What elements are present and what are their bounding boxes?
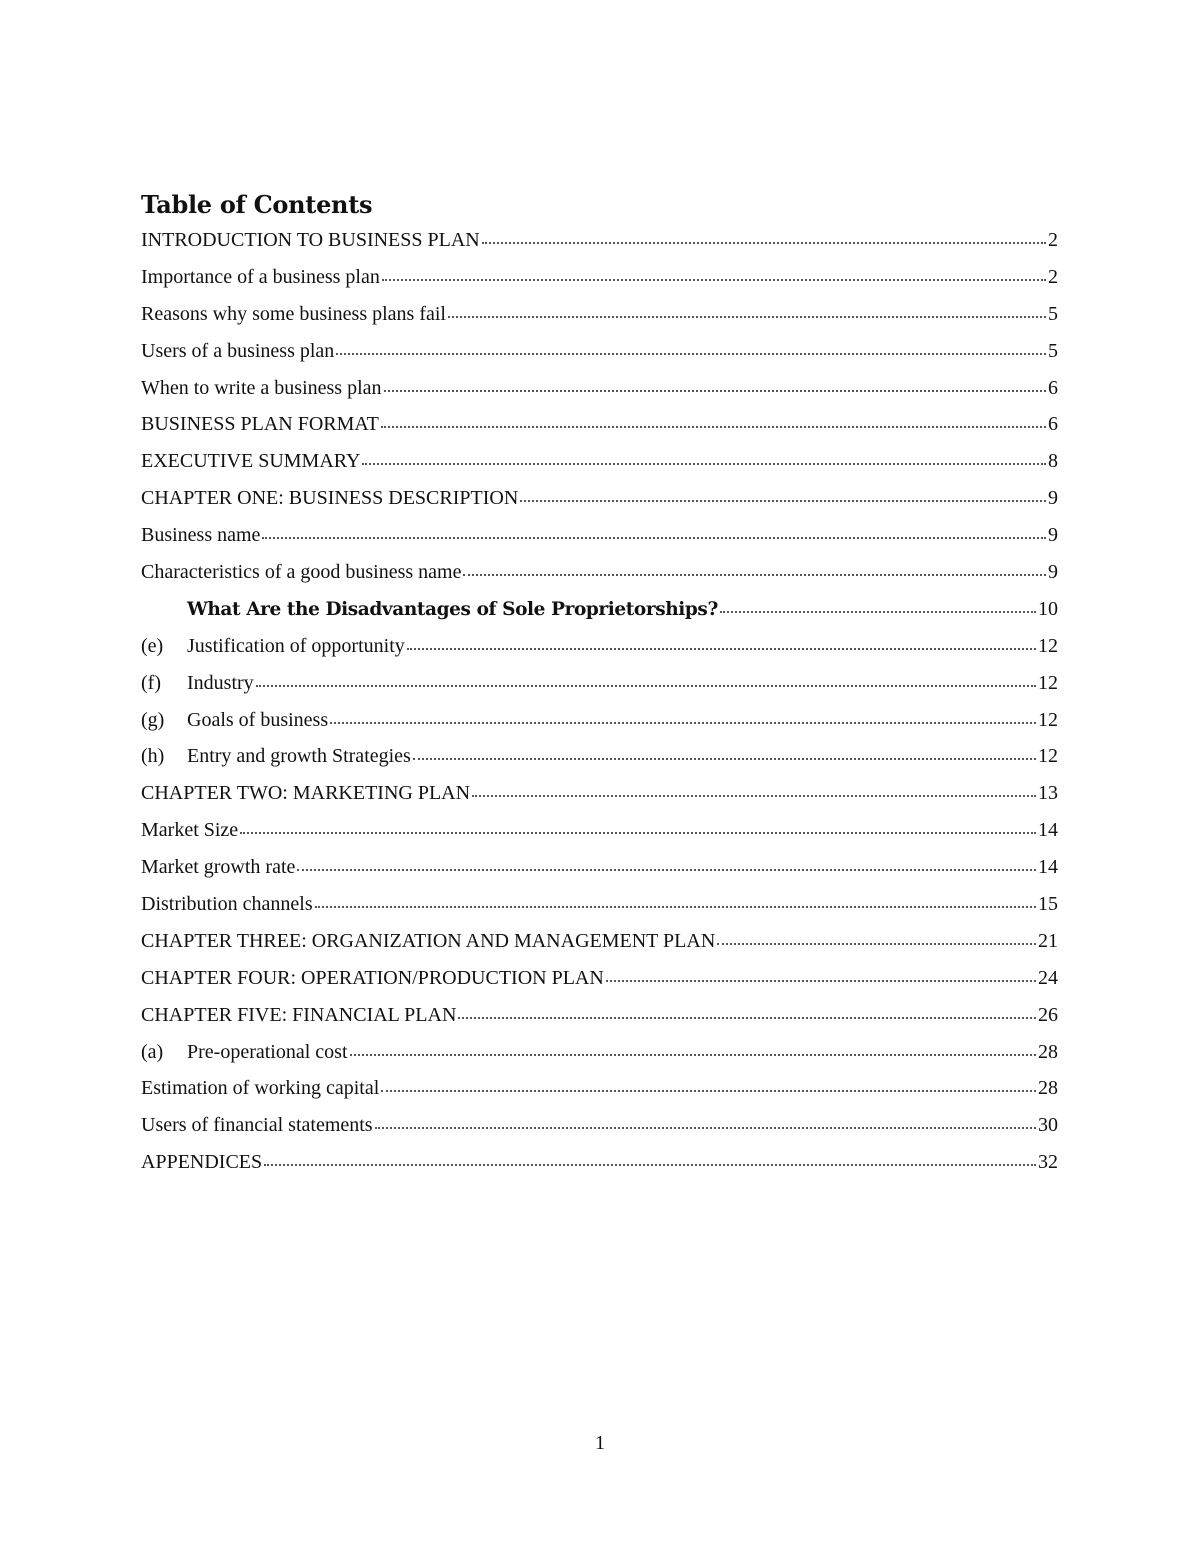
toc-entry[interactable] bbox=[141, 407, 1058, 444]
toc-title: Table of Contents bbox=[141, 190, 373, 219]
toc-entry-marker: (e) bbox=[141, 634, 164, 657]
toc-entry-label: Market Size bbox=[141, 819, 239, 842]
dot-leader bbox=[315, 890, 1036, 910]
dot-leader bbox=[264, 1148, 1036, 1168]
toc-entry-page-number: 14 bbox=[1038, 819, 1058, 842]
toc-entry-page-number: 6 bbox=[1048, 413, 1058, 436]
toc-entry[interactable] bbox=[141, 703, 1058, 740]
toc-entry-page-number: 2 bbox=[1048, 265, 1058, 288]
dot-leader bbox=[384, 374, 1047, 394]
dot-leader bbox=[382, 263, 1046, 283]
dot-leader bbox=[362, 447, 1046, 467]
dot-leader bbox=[381, 1074, 1036, 1094]
toc-entry-label: Characteristics of a good business name bbox=[141, 561, 462, 584]
toc-entry[interactable] bbox=[141, 371, 1058, 408]
toc-entry-page-number: 28 bbox=[1038, 1040, 1058, 1063]
dot-leader bbox=[297, 853, 1036, 873]
toc-entry-page-number: 6 bbox=[1048, 376, 1058, 399]
toc-entry-page-number: 5 bbox=[1048, 339, 1058, 362]
toc-entry-page-number: 12 bbox=[1038, 634, 1058, 657]
toc-entry-label: CHAPTER ONE: BUSINESS DESCRIPTION bbox=[141, 487, 519, 510]
dot-leader bbox=[448, 300, 1046, 320]
toc-entry-page-number: 26 bbox=[1038, 1003, 1058, 1026]
toc-entry-label: APPENDICES bbox=[141, 1151, 263, 1174]
toc-entry-page-number: 9 bbox=[1048, 487, 1058, 510]
toc-entry-page-number: 14 bbox=[1038, 856, 1058, 879]
toc-entry-page-number: 24 bbox=[1038, 966, 1058, 989]
dot-leader bbox=[407, 632, 1036, 652]
toc-entry-marker: (g) bbox=[141, 708, 165, 731]
toc-entry-label: Business name bbox=[141, 524, 261, 547]
toc-entry-page-number: 2 bbox=[1048, 229, 1058, 251]
toc-entry-page-number: 12 bbox=[1038, 708, 1058, 731]
dot-leader bbox=[482, 226, 1046, 246]
toc-entry[interactable] bbox=[141, 961, 1058, 998]
toc-entry[interactable] bbox=[141, 776, 1058, 813]
toc-entry[interactable] bbox=[141, 924, 1058, 961]
toc-entry-label: When to write a business plan bbox=[141, 376, 382, 399]
toc-entry-label: CHAPTER FOUR: OPERATION/PRODUCTION PLAN bbox=[141, 966, 604, 989]
toc-entry-page-number: 28 bbox=[1038, 1077, 1058, 1100]
toc-entry-label: EXECUTIVE SUMMARY bbox=[141, 450, 361, 473]
toc-entry-label: CHAPTER TWO: MARKETING PLAN bbox=[141, 782, 471, 805]
dot-leader bbox=[350, 1038, 1037, 1058]
toc-entry-page-number: 8 bbox=[1048, 450, 1058, 473]
toc-entry-label: Justification of opportunity bbox=[187, 634, 405, 657]
dot-leader bbox=[520, 484, 1046, 504]
dot-leader bbox=[413, 742, 1036, 762]
toc-entry-page-number: 5 bbox=[1048, 302, 1058, 325]
toc-list bbox=[141, 223, 1058, 1182]
dot-leader bbox=[262, 521, 1046, 541]
toc-entry[interactable] bbox=[141, 813, 1058, 850]
toc-entry[interactable] bbox=[141, 555, 1058, 592]
toc-entry-page-number: 13 bbox=[1038, 782, 1058, 805]
dot-leader bbox=[330, 706, 1036, 726]
toc-entry[interactable] bbox=[141, 297, 1058, 334]
toc-entry[interactable] bbox=[141, 260, 1058, 297]
page-number: 1 bbox=[595, 1432, 605, 1454]
dot-leader bbox=[375, 1111, 1036, 1131]
toc-entry[interactable] bbox=[141, 223, 1058, 260]
toc-entry-marker: (h) bbox=[141, 745, 165, 768]
toc-entry[interactable] bbox=[141, 666, 1058, 703]
dot-leader bbox=[720, 595, 1036, 615]
dot-leader bbox=[256, 669, 1036, 689]
dot-leader bbox=[606, 964, 1036, 984]
toc-entry-page-number: 9 bbox=[1048, 561, 1058, 584]
toc-entry-marker: (f) bbox=[141, 671, 161, 694]
dot-leader bbox=[717, 927, 1036, 947]
dot-leader bbox=[240, 816, 1036, 836]
toc-entry-label: Market growth rate bbox=[141, 856, 296, 879]
toc-entry[interactable] bbox=[141, 444, 1058, 481]
toc-entry-page-number: 30 bbox=[1038, 1114, 1058, 1137]
toc-entry-page-number: 15 bbox=[1038, 893, 1058, 916]
toc-entry-label: Importance of a business plan bbox=[141, 265, 380, 288]
toc-entry[interactable] bbox=[141, 850, 1058, 887]
toc-entry-page-number: 32 bbox=[1038, 1151, 1058, 1174]
toc-entry[interactable] bbox=[141, 1035, 1058, 1072]
toc-entry-label: Entry and growth Strategies bbox=[187, 745, 411, 768]
toc-entry-page-number: 10 bbox=[1038, 597, 1058, 620]
dot-leader bbox=[336, 337, 1046, 357]
dot-leader bbox=[472, 779, 1036, 799]
toc-entry-label: CHAPTER FIVE: FINANCIAL PLAN bbox=[141, 1003, 457, 1026]
toc-entry[interactable] bbox=[141, 592, 1058, 629]
toc-entry[interactable] bbox=[141, 481, 1058, 518]
toc-entry[interactable] bbox=[141, 887, 1058, 924]
toc-entry-label: Users of financial statements bbox=[141, 1114, 373, 1137]
toc-entry-label: What Are the Disadvantages of Sole Proprietorships? bbox=[187, 598, 718, 620]
toc-entry[interactable] bbox=[141, 334, 1058, 371]
toc-entry-page-number: 21 bbox=[1038, 929, 1058, 952]
toc-entry-page-number: 12 bbox=[1038, 745, 1058, 768]
toc-entry[interactable] bbox=[141, 1071, 1058, 1108]
toc-entry-label: Industry bbox=[187, 671, 254, 694]
toc-entry-label: BUSINESS PLAN FORMAT bbox=[141, 413, 379, 436]
toc-entry-label: Distribution channels bbox=[141, 893, 313, 916]
toc-entry-marker: (a) bbox=[141, 1040, 164, 1063]
toc-entry-label: Goals of business bbox=[187, 708, 329, 731]
toc-entry-label: INTRODUCTION TO BUSINESS PLAN bbox=[141, 229, 480, 251]
toc-entry-label: Reasons why some business plans fail bbox=[141, 302, 446, 325]
dot-leader bbox=[458, 1001, 1036, 1021]
toc-entry-label: Users of a business plan bbox=[141, 339, 335, 362]
dot-leader bbox=[381, 410, 1046, 430]
toc-entry[interactable] bbox=[141, 1108, 1058, 1145]
toc-entry-label: Estimation of working capital bbox=[141, 1077, 380, 1100]
toc-entry[interactable] bbox=[141, 518, 1058, 555]
toc-entry-label: Pre-operational cost bbox=[187, 1040, 348, 1063]
toc-entry[interactable] bbox=[141, 739, 1058, 776]
toc-entry-page-number: 9 bbox=[1048, 524, 1058, 547]
dot-leader bbox=[463, 558, 1046, 578]
toc-entry[interactable] bbox=[141, 629, 1058, 666]
toc-entry-page-number: 12 bbox=[1038, 671, 1058, 694]
toc-entry-label: CHAPTER THREE: ORGANIZATION AND MANAGEMENT PLAN bbox=[141, 929, 716, 952]
toc-entry[interactable] bbox=[141, 1145, 1058, 1182]
toc-entry[interactable] bbox=[141, 998, 1058, 1035]
